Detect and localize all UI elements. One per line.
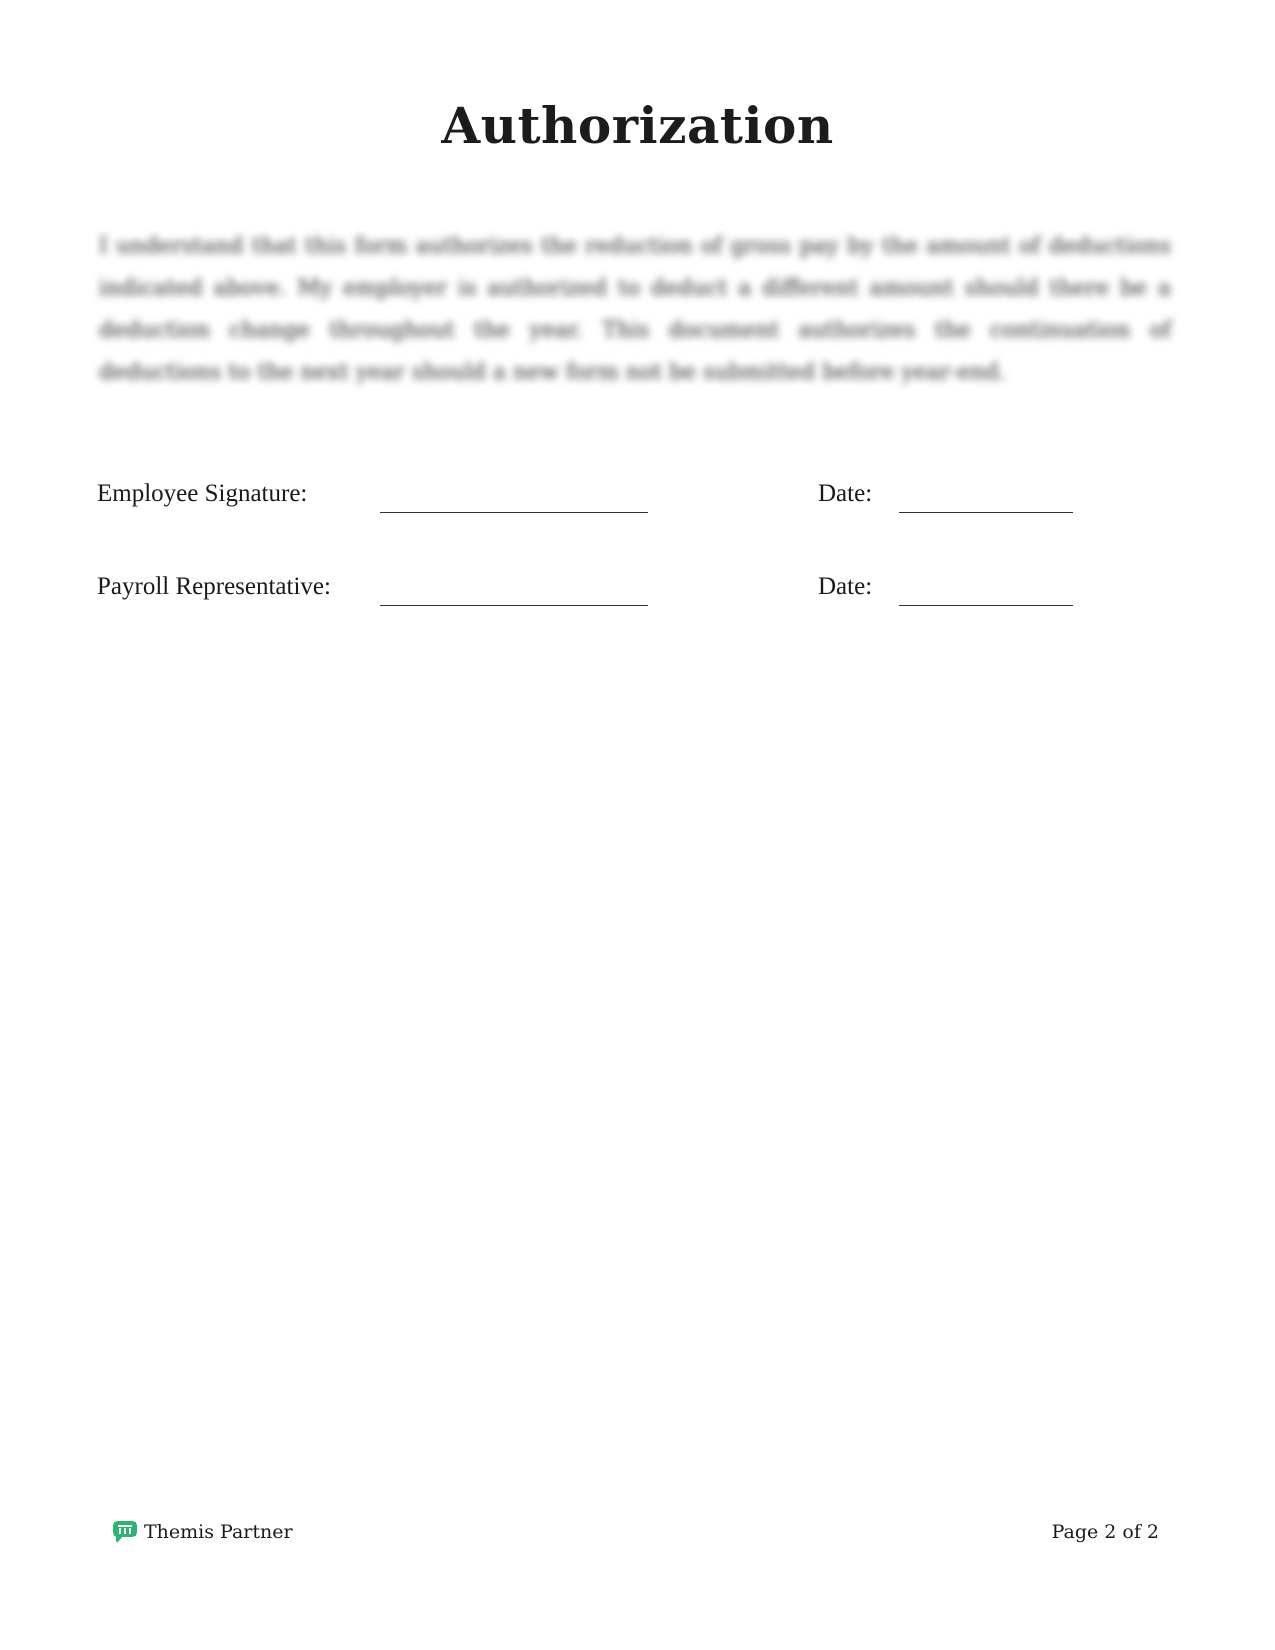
employee-date-line[interactable]: [899, 512, 1073, 513]
employee-signature-label: Employee Signature:: [97, 480, 308, 507]
employee-signature-line[interactable]: [380, 512, 648, 513]
payroll-date-line[interactable]: [899, 605, 1073, 606]
page-number: Page 2 of 2: [1051, 1521, 1159, 1543]
themis-pillar-logo-icon: [112, 1520, 138, 1544]
brand-name: Themis Partner: [144, 1521, 293, 1543]
footer-brand: [112, 1520, 293, 1544]
payroll-representative-line[interactable]: [380, 605, 648, 606]
page-title: Authorization: [441, 96, 834, 155]
payroll-representative-label: Payroll Representative:: [97, 573, 331, 600]
payroll-date-label: Date:: [818, 573, 873, 600]
employee-date-label: Date:: [818, 480, 873, 507]
employee-signature-row: [0, 480, 1275, 520]
payroll-representative-row: [0, 573, 1275, 613]
authorization-paragraph: I understand that this form authorizes the reduction of gross pay by the amount of deductions indicated above. My employer is authorized to deduct a different amount should there be a deduction change throughout the year. This document authorizes the continuation of deductions to the next year should a new form not be submitted before year-end.: [99, 234, 1171, 385]
